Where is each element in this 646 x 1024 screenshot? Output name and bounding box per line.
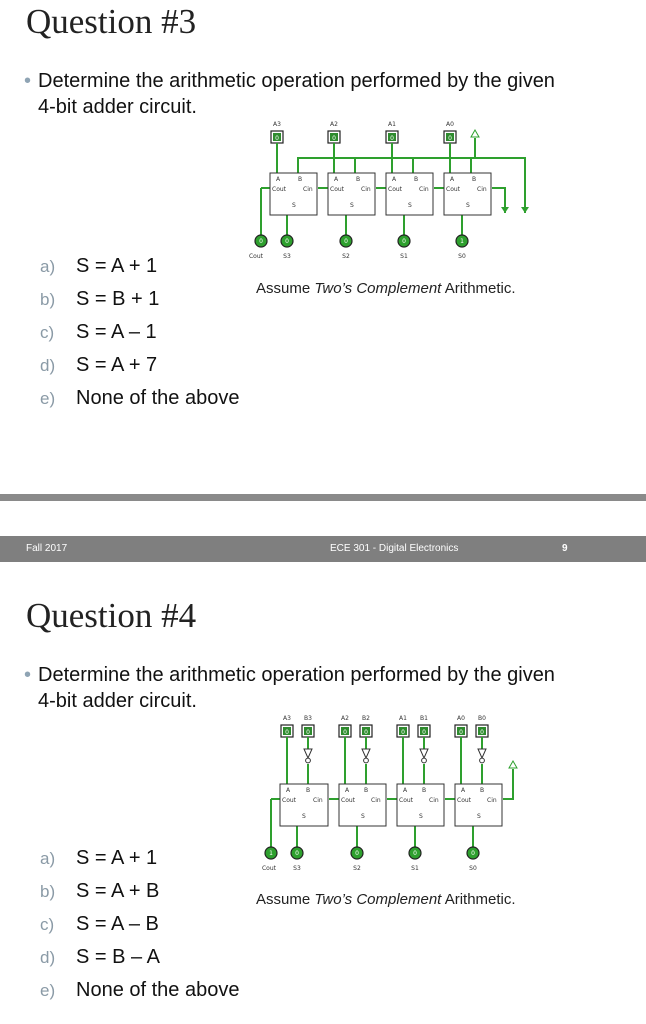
- bullet-dot: •: [24, 664, 32, 686]
- svg-text:A: A: [403, 787, 408, 794]
- input-label: A2: [330, 121, 338, 128]
- svg-text:0: 0: [285, 729, 289, 736]
- footer-term: Fall 2017: [26, 543, 68, 554]
- inverters: [304, 749, 486, 763]
- output-label: S2: [342, 253, 350, 260]
- svg-text:B: B: [422, 787, 427, 794]
- question-4-title: Question #4: [26, 596, 197, 635]
- option-b[interactable]: b) S = A + B: [40, 880, 160, 902]
- svg-text:Cout: Cout: [457, 797, 472, 804]
- prompt-line-2: 4-bit adder circuit.: [38, 690, 197, 712]
- assumption-note: Assume Two’s Complement Arithmetic.: [256, 280, 516, 297]
- svg-text:0: 0: [259, 238, 263, 245]
- output-label: Cout: [261, 865, 277, 872]
- slide-divider: [0, 494, 646, 501]
- svg-text:0: 0: [471, 850, 475, 857]
- svg-text:1: 1: [460, 238, 464, 245]
- assumption-note: Assume Two’s Complement Arithmetic.: [256, 891, 516, 908]
- option-b[interactable]: b) S = B + 1: [40, 288, 160, 310]
- svg-text:0: 0: [355, 850, 359, 857]
- output-label: S2: [353, 865, 361, 872]
- svg-text:Cin: Cin: [371, 797, 381, 804]
- question-4-prompt: [24, 662, 624, 714]
- question-3-adder-circuit: [240, 118, 540, 268]
- prompt-line-1: Determine the arithmetic operation performed by the given: [38, 70, 555, 92]
- input-label: A1: [388, 121, 396, 128]
- svg-text:S: S: [408, 202, 412, 209]
- output-label: S0: [469, 865, 477, 872]
- input-label: A1: [399, 715, 407, 722]
- svg-text:A: A: [286, 787, 291, 794]
- input-label: A2: [341, 715, 349, 722]
- input-label: B1: [420, 715, 428, 722]
- svg-text:Cin: Cin: [477, 186, 487, 193]
- slide-footer: [0, 536, 646, 562]
- output-label: S3: [293, 865, 301, 872]
- question-3-title: Question #3: [26, 2, 197, 41]
- svg-text:S: S: [350, 202, 354, 209]
- svg-text:0: 0: [401, 729, 405, 736]
- output-probes: [265, 847, 479, 859]
- input-label: B2: [362, 715, 370, 722]
- adder-blocks: [270, 173, 491, 215]
- svg-text:0: 0: [364, 729, 368, 736]
- output-label: S1: [411, 865, 419, 872]
- svg-text:A: A: [392, 176, 397, 183]
- svg-text:Cin: Cin: [303, 186, 313, 193]
- svg-text:0: 0: [390, 135, 394, 142]
- input-label: B0: [478, 715, 486, 722]
- bullet-dot: •: [24, 70, 32, 92]
- svg-text:0: 0: [332, 135, 336, 142]
- svg-text:Cout: Cout: [282, 797, 297, 804]
- output-label: Cout: [248, 253, 264, 260]
- output-label: S1: [400, 253, 408, 260]
- svg-text:S: S: [292, 202, 296, 209]
- question-3-prompt: [24, 68, 624, 120]
- prompt-line-2: 4-bit adder circuit.: [38, 96, 197, 118]
- svg-text:S: S: [361, 813, 365, 820]
- svg-text:A: A: [276, 176, 281, 183]
- svg-text:Cout: Cout: [272, 186, 287, 193]
- prompt-line-1: Determine the arithmetic operation performed by the given: [38, 664, 555, 686]
- option-d[interactable]: d) S = A + 7: [40, 354, 158, 376]
- svg-text:B: B: [306, 787, 311, 794]
- svg-text:Cout: Cout: [446, 186, 461, 193]
- option-c[interactable]: c) S = A – B: [40, 913, 159, 935]
- svg-text:S: S: [302, 813, 306, 820]
- svg-text:A: A: [334, 176, 339, 183]
- option-d[interactable]: d) S = B – A: [40, 946, 160, 968]
- output-label: S0: [458, 253, 466, 260]
- input-label: A0: [446, 121, 454, 128]
- svg-text:B: B: [480, 787, 485, 794]
- svg-text:S: S: [466, 202, 470, 209]
- svg-text:A: A: [450, 176, 455, 183]
- question-3-options: [40, 253, 239, 418]
- svg-text:0: 0: [295, 850, 299, 857]
- svg-text:A: A: [345, 787, 350, 794]
- svg-text:B: B: [414, 176, 419, 183]
- svg-text:S: S: [419, 813, 423, 820]
- svg-text:B: B: [356, 176, 361, 183]
- svg-text:Cin: Cin: [361, 186, 371, 193]
- option-c[interactable]: c) S = A – 1: [40, 321, 157, 343]
- footer-page-number: 9: [562, 543, 568, 554]
- output-probes: [255, 235, 468, 247]
- svg-text:Cout: Cout: [341, 797, 356, 804]
- input-label: A3: [283, 715, 291, 722]
- svg-text:S: S: [477, 813, 481, 820]
- svg-text:Cout: Cout: [399, 797, 414, 804]
- svg-text:0: 0: [402, 238, 406, 245]
- input-pins: [271, 131, 456, 143]
- svg-text:0: 0: [459, 729, 463, 736]
- svg-text:1: 1: [269, 850, 273, 857]
- option-a[interactable]: a) S = A + 1: [40, 847, 158, 869]
- svg-text:Cin: Cin: [429, 797, 439, 804]
- svg-text:Cin: Cin: [419, 186, 429, 193]
- svg-text:0: 0: [275, 135, 279, 142]
- svg-text:0: 0: [480, 729, 484, 736]
- svg-text:Cin: Cin: [313, 797, 323, 804]
- question-4-adder-circuit: [250, 712, 540, 877]
- svg-text:Cout: Cout: [330, 186, 345, 193]
- svg-text:Cin: Cin: [487, 797, 497, 804]
- input-label: A3: [273, 121, 281, 128]
- svg-text:0: 0: [306, 729, 310, 736]
- input-label: A0: [457, 715, 465, 722]
- input-label: B3: [304, 715, 312, 722]
- option-e[interactable]: e) None of the above: [40, 387, 240, 409]
- footer-course: ECE 301 - Digital Electronics: [330, 543, 459, 554]
- svg-text:Cout: Cout: [388, 186, 403, 193]
- input-pins: [281, 725, 488, 737]
- svg-text:0: 0: [413, 850, 417, 857]
- svg-text:0: 0: [343, 729, 347, 736]
- svg-text:0: 0: [344, 238, 348, 245]
- svg-text:0: 0: [285, 238, 289, 245]
- question-4-options: [40, 845, 239, 1010]
- svg-text:B: B: [364, 787, 369, 794]
- svg-text:0: 0: [448, 135, 452, 142]
- svg-text:B: B: [472, 176, 477, 183]
- svg-text:0: 0: [422, 729, 426, 736]
- svg-text:A: A: [461, 787, 466, 794]
- option-e[interactable]: e) None of the above: [40, 979, 240, 1001]
- output-label: S3: [283, 253, 291, 260]
- svg-text:B: B: [298, 176, 303, 183]
- adder-blocks: [280, 784, 502, 826]
- option-a[interactable]: a) S = A + 1: [40, 255, 158, 277]
